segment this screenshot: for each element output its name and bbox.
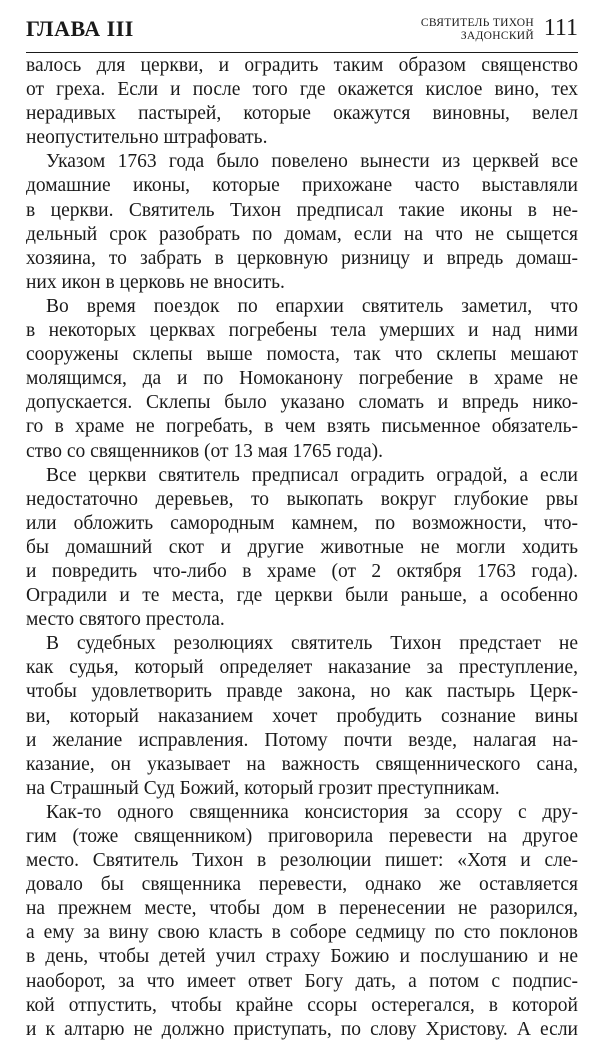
- chapter-title: ГЛАВА III: [26, 16, 134, 41]
- text-line: Во время поездок по епархии святитель заметил, что: [46, 295, 578, 317]
- text-line: молящимся, да и по Номоканону погребение в храме не: [26, 368, 578, 390]
- paragraph: [26, 54, 578, 150]
- paragraph: [26, 150, 578, 295]
- paragraph: [26, 632, 578, 801]
- text-line: неопустительно штрафовать.: [26, 127, 268, 149]
- paragraph: [26, 801, 578, 1042]
- text-line: валось для церкви, и оградить таким образом священство: [26, 55, 578, 76]
- text-line: в день, чтобы детей учил страху Божию и послушанию и не: [26, 946, 578, 968]
- text-line: недостаточно деревьев, то выкопать вокруг глубокие рвы: [26, 488, 578, 510]
- text-line: место. Святитель Тихон в резолюции пишет: «Хотя и сле-: [26, 850, 578, 872]
- text-line: а ему за вину свою класть в соборе седмицу по сто поклонов: [26, 922, 578, 944]
- text-line: ви, который наказанием хочет пробудить сознание вины: [26, 705, 578, 727]
- text-line: в некоторых церквах погребены тела умерших и над ними: [26, 320, 578, 342]
- text-line: дельный срок разобрать по домам, если на что не сыщется: [26, 223, 578, 245]
- text-line: хозяина, то забрать в церковную ризницу и впредь домаш-: [26, 247, 578, 269]
- text-line: бы домашний скот и другие животные не могли ходить: [26, 536, 578, 558]
- text-line: Как-то одного священника консистория за ссору с дру-: [46, 801, 578, 823]
- paragraph: [26, 464, 578, 633]
- text-line: Все церкви святитель предписал оградить оградой, а если: [46, 464, 578, 486]
- text-line: Указом 1763 года было повелено вынести из церквей все: [46, 151, 578, 173]
- text-line: сооружены склепы выше помоста, так что склепы мешают: [26, 344, 578, 366]
- body-text: [26, 54, 578, 1042]
- page-header: [26, 14, 578, 53]
- text-line: или обложить самородным камнем, по возможности, что-: [26, 512, 578, 534]
- running-title-line-2: ЗАДОНСКИЙ: [460, 30, 534, 42]
- text-line: домашние иконы, которые прихожане часто выставляли: [26, 175, 578, 197]
- text-line: в церкви. Святитель Тихон предписал такие иконы в не-: [26, 199, 578, 221]
- running-title: [421, 17, 534, 43]
- text-line: них икон в церковь не вносить.: [26, 271, 285, 293]
- text-line: как судья, который определяет наказание за преступление,: [26, 657, 578, 679]
- text-line: на прежнем месте, чтобы дом в перенесении не разорился,: [26, 898, 578, 920]
- text-line: допускается. Склепы было указано сломать и впредь нико-: [26, 392, 578, 414]
- text-line: довало бы священника перевести, однако же оставляется: [26, 874, 578, 896]
- text-line: и желание исправления. Потому почти везде, налагая на-: [26, 729, 578, 751]
- text-line: место святого престола.: [26, 609, 225, 631]
- text-line: и повредить что-либо в храме (от 2 октября 1763 года).: [26, 560, 578, 582]
- paragraph: [26, 295, 578, 464]
- text-line: казание, он указывает на важность священнического сана,: [26, 753, 578, 775]
- text-line: наоборот, за что имеет ответ Богу дать, а потом с подпис-: [26, 970, 578, 992]
- text-line: кой отпустить, чтобы крайне ссоры остерегался, в которой: [26, 994, 578, 1016]
- text-line: на Страшный Суд Божий, который грозит преступникам.: [26, 777, 500, 799]
- text-line: и к алтарю не должно приступать, по слову Христову. А если: [26, 1018, 578, 1040]
- text-line: гим (тоже священником) приговорила перевести на другое: [26, 826, 578, 847]
- text-line: нерадивых пастырей, которые окажутся виновны, велел: [26, 103, 578, 125]
- book-page: [26, 14, 578, 1042]
- text-line: ство со священников (от 13 мая 1765 года).: [26, 440, 384, 462]
- page-number: 111: [543, 15, 578, 41]
- text-line: от греха. Если и после того где окажется кислое вино, тех: [26, 79, 578, 101]
- text-line: Оградили и те места, где церкви были раньше, а особенно: [26, 585, 578, 607]
- running-title-line-1: СВЯТИТЕЛЬ ТИХОН: [420, 17, 534, 29]
- text-line: В судебных резолюциях святитель Тихон предстает не: [46, 633, 578, 655]
- text-line: го в храме не погребать, в чем взять письменное обязатель-: [26, 416, 578, 438]
- text-line: чтобы удовлетворить правде закона, но как пастырь Церк-: [26, 681, 578, 703]
